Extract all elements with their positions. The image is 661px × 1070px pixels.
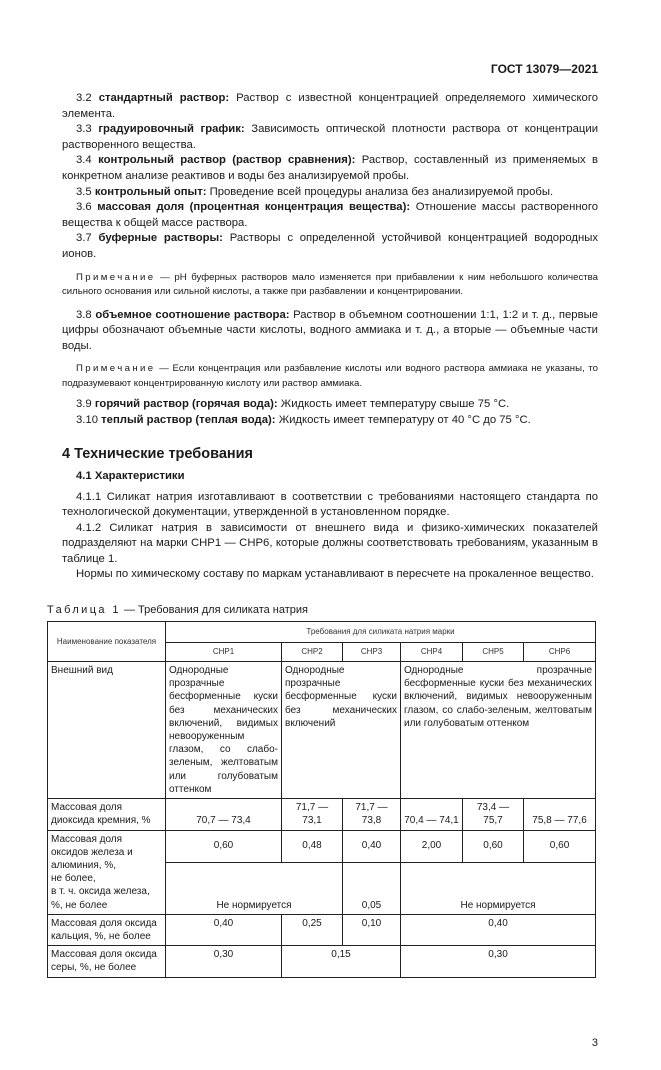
table-row-appearance bbox=[48, 662, 596, 799]
grade-header: СНР6 bbox=[524, 643, 596, 662]
table-header-row bbox=[48, 622, 596, 643]
cell: 70,4 — 74,1 bbox=[401, 799, 463, 830]
cell: 75,8 — 77,6 bbox=[524, 799, 596, 830]
cell: 0,60 bbox=[166, 830, 282, 862]
document-header-id: ГОСТ 13079—2021 bbox=[490, 62, 598, 76]
term-3-8: 3.8 объемное соотношение раствора: Раствор в объемном соотношении 1:1, 1:2 и т. д., первые цифры обозначают объемные части кислоты, водного аммиака и т. д., а вторые — объемные части воды. bbox=[62, 308, 598, 352]
section-4-paragraphs bbox=[62, 490, 598, 584]
cell: Не нормируется bbox=[166, 862, 343, 914]
row-label: Внешний вид bbox=[48, 662, 166, 799]
cell: 70,7 — 73,4 bbox=[166, 799, 282, 830]
cell: 0,30 bbox=[166, 946, 282, 977]
row-label: Массовая доля оксида кальция, %, не более bbox=[48, 914, 166, 945]
table-row-calcium bbox=[48, 914, 596, 945]
grade-header: СНР2 bbox=[282, 643, 343, 662]
cell: 0,30 bbox=[401, 946, 596, 977]
header-indicator: Наименование показателя bbox=[48, 622, 166, 662]
cell: 0,60 bbox=[524, 830, 596, 862]
term-3-4: 3.4 контрольный раствор (раствор сравнения): Раствор, составленный из применяемых в конкретном анализе реактивов и воды без анализируемой пробы. bbox=[62, 154, 599, 182]
cell: 0,40 bbox=[401, 914, 596, 945]
cell: 73,4 — 75,7 bbox=[463, 799, 524, 830]
term-3-5: 3.5 контрольный опыт: Проведение всей процедуры анализа без анализируемой пробы. bbox=[76, 185, 554, 198]
cell: 0,60 bbox=[463, 830, 524, 862]
cell: 71,7 — 73,8 bbox=[343, 799, 401, 830]
cell: 0,48 bbox=[282, 830, 343, 862]
cell: Однородные прозрачные бесформенные куски без механических включений bbox=[282, 662, 401, 799]
cell: 71,7 — 73,1 bbox=[282, 799, 343, 830]
term-3-6: 3.6 массовая доля (процентная концентрация вещества): Отношение массы растворенного вещества к общей массе раствора. bbox=[62, 201, 598, 229]
subsection-heading: 4.1 Характеристики bbox=[76, 469, 185, 482]
term-3-10: 3.10 теплый раствор (теплая вода): Жидкость имеет температуру от 40 °С до 75 °С. bbox=[76, 413, 531, 426]
terms-block-a bbox=[62, 91, 598, 263]
cell: 0,40 bbox=[166, 914, 282, 945]
cell: 0,15 bbox=[282, 946, 401, 977]
requirements-table bbox=[47, 621, 596, 977]
term-3-3: 3.3 градуировочный график: Зависимость оптической плотности раствора от концентрации растворенного вещества. bbox=[62, 123, 599, 151]
row-label: Массовая доля диоксида кремния, % bbox=[48, 799, 166, 830]
para-4-1-1: 4.1.1 Силикат натрия изготавливают в соответствии с требованиями настоящего стандарта по технологической документации, утвержденной в установленном порядке. bbox=[62, 490, 598, 519]
terms-block-b bbox=[62, 397, 598, 428]
term-3-2: 3.2 стандартный раствор: Раствор с известной концентрацией определяемого химического элемента. bbox=[62, 92, 598, 120]
cell: 0,40 bbox=[343, 830, 401, 862]
term-3-7: 3.7 буферные растворы: Растворы с определенной устойчивой концентрацией водородных ионов. bbox=[62, 232, 599, 260]
para-norms: Нормы по химическому составу по маркам устанавливают в пересчете на прокаленное вещество. bbox=[76, 568, 594, 581]
term-3-9: 3.9 горячий раствор (горячая вода): Жидкость имеет температуру свыше 75 °С. bbox=[76, 398, 510, 411]
table-row-silica bbox=[48, 799, 596, 830]
cell: Однородные прозрачные бесформенные куски без механических включений, видимых невооруженным глазом, со слабо-зеленым, желтоватым или голубоватым оттенком bbox=[166, 662, 282, 799]
row-label: Массовая доля оксида серы, %, не более bbox=[48, 946, 166, 977]
page-number: 3 bbox=[591, 1036, 598, 1049]
note-1: Примечание — pH буферных растворов мало изменяется при прибавлении к ним небольшого количества сильного основания или сильной кислоты, а также при разбавлении и концентрировании. bbox=[62, 271, 598, 298]
section-heading: 4 Технические требования bbox=[62, 445, 254, 462]
table-row-iron-aluminium bbox=[48, 830, 596, 862]
para-4-1-2: 4.1.2 Силикат натрия в зависимости от внешнего вида и физико-химических показателей подразделяют на марки СНР1 — СНР6, которые должны соответствовать требованиям, указанным в таблице 1. bbox=[62, 521, 598, 565]
note-2: Примечание — Если концентрация или разбавление кислоты или водного раствора аммиака не указаны, то подразумевают концентрированную кислоту или раствор аммиака. bbox=[62, 363, 598, 389]
cell: 0,10 bbox=[343, 914, 401, 945]
cell: 2,00 bbox=[401, 830, 463, 862]
table-caption: Таблица 1 — Требования для силиката натрия bbox=[47, 604, 309, 617]
grade-header: СНР5 bbox=[463, 643, 524, 662]
cell: Не нормируется bbox=[401, 862, 596, 914]
header-grade-group: Требования для силиката натрия марки bbox=[166, 622, 596, 643]
grade-header: СНР4 bbox=[401, 643, 463, 662]
grade-header: СНР1 bbox=[166, 643, 282, 662]
table-row-sulfur bbox=[48, 946, 596, 977]
grade-header: СНР3 bbox=[343, 643, 401, 662]
cell: 0,05 bbox=[343, 862, 401, 914]
cell: 0,25 bbox=[282, 914, 343, 945]
row-label: Массовая доля оксидов железа и алюминия, %, не более, в т. ч. оксида железа, %, не более bbox=[48, 830, 166, 914]
cell: Однородные прозрачные бесформенные куски без механических включений, видимых невооруженным глазом, со слабо-зеленым, желтоватым или голубоватым оттенком bbox=[401, 662, 596, 799]
